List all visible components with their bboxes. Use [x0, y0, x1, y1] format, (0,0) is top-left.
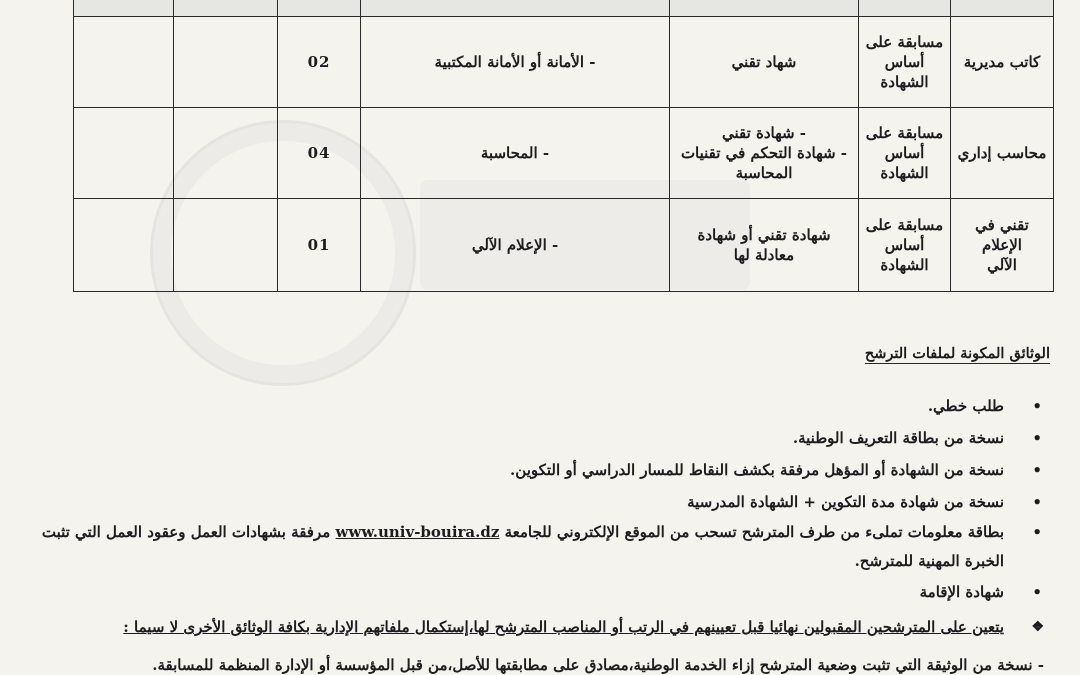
qualification-cell: شهادة تقني أو شهادة معادلة لها [670, 199, 859, 292]
final-line: - نسخة من الوثيقة التي تثبت وضعية المترشح إزاء الخدمة الوطنية،مصادق على مطابقتها للأصل،من قبل المؤسسة أو الإدارة المنظمة للمسابقة. [152, 656, 1044, 674]
empty-cell [74, 17, 174, 108]
list-item: • نسخة من الشهادة أو المؤهل مرفقة بكشف النقاط للمسار الدراسي أو التكوين. [34, 454, 1044, 486]
qualification-cell: شهاد تقني [670, 17, 859, 108]
recruitment-mode-cell: مسابقة على أساس الشهادة [859, 199, 951, 292]
specialty-cell: - المحاسبة [361, 108, 670, 199]
list-item: • طلب خطي. [34, 390, 1044, 422]
table-row [74, 17, 1054, 108]
empty-cell [74, 199, 174, 292]
recruitment-mode-cell: مسابقة على أساس الشهادة [859, 108, 951, 199]
empty-cell [174, 17, 278, 108]
list-item: • نسخة من شهادة مدة التكوين + الشهادة المدرسية [34, 486, 1044, 518]
header-cell [951, 0, 1054, 17]
rank-cell: محاسب إداري [951, 108, 1054, 199]
diamond-bullet-icon: ❖ [1031, 619, 1044, 635]
list-item: • نسخة من بطاقة التعريف الوطنية. [34, 422, 1044, 454]
table-row [74, 199, 1054, 292]
documents-section-title: الوثائق المكونة لملفات الترشح [864, 345, 1050, 362]
qualification-cell: - شهادة تقني - شهادة التحكم في تقنيات المحاسبة [670, 108, 859, 199]
empty-cell [174, 199, 278, 292]
required-documents-list [34, 390, 1044, 608]
header-cell [278, 0, 361, 17]
empty-cell [74, 108, 174, 199]
notice-paragraph [34, 612, 1044, 642]
header-cell [670, 0, 859, 17]
positions-count-cell: 02 [278, 17, 361, 108]
rank-cell: تقني في الإعلام الآلي [951, 199, 1054, 292]
notice-text: يتعين على المترشحين المقبولين نهائيا قبل تعيينهم في الرتب أو المناصب المترشح لها،إستكمال ملفاتهم الإدارية بكافة الوثائق الأخرى لا سيما : [123, 618, 1004, 636]
header-cell [174, 0, 278, 17]
recruitment-mode-cell: مسابقة على أساس الشهادة [859, 17, 951, 108]
info-form-text-cont: مرفقة بشهادات العمل وعقود العمل التي تثبت الخبرة المهنية للمترشح. [41, 523, 1004, 570]
header-cell [859, 0, 951, 17]
header-cell [74, 0, 174, 17]
list-item-info-form [34, 518, 1044, 576]
info-form-text: بطاقة معلومات تملىء من طرف المترشح تسحب من الموقع الإلكتروني للجامعة [504, 523, 1004, 541]
rank-cell: كاتب مديرية [951, 17, 1054, 108]
university-website-link[interactable]: www.univ-bouira.dz [335, 523, 500, 541]
table-row [74, 108, 1054, 199]
list-item: • شهادة الإقامة [34, 576, 1044, 608]
specialty-cell: - الأمانة أو الأمانة المكتبية [361, 17, 670, 108]
empty-cell [174, 108, 278, 199]
header-cell [361, 0, 670, 17]
positions-count-cell: 04 [278, 108, 361, 199]
positions-count-cell: 01 [278, 199, 361, 292]
table-header-row [74, 0, 1054, 17]
specialty-cell: - الإعلام الآلي [361, 199, 670, 292]
positions-table [73, 0, 1054, 292]
